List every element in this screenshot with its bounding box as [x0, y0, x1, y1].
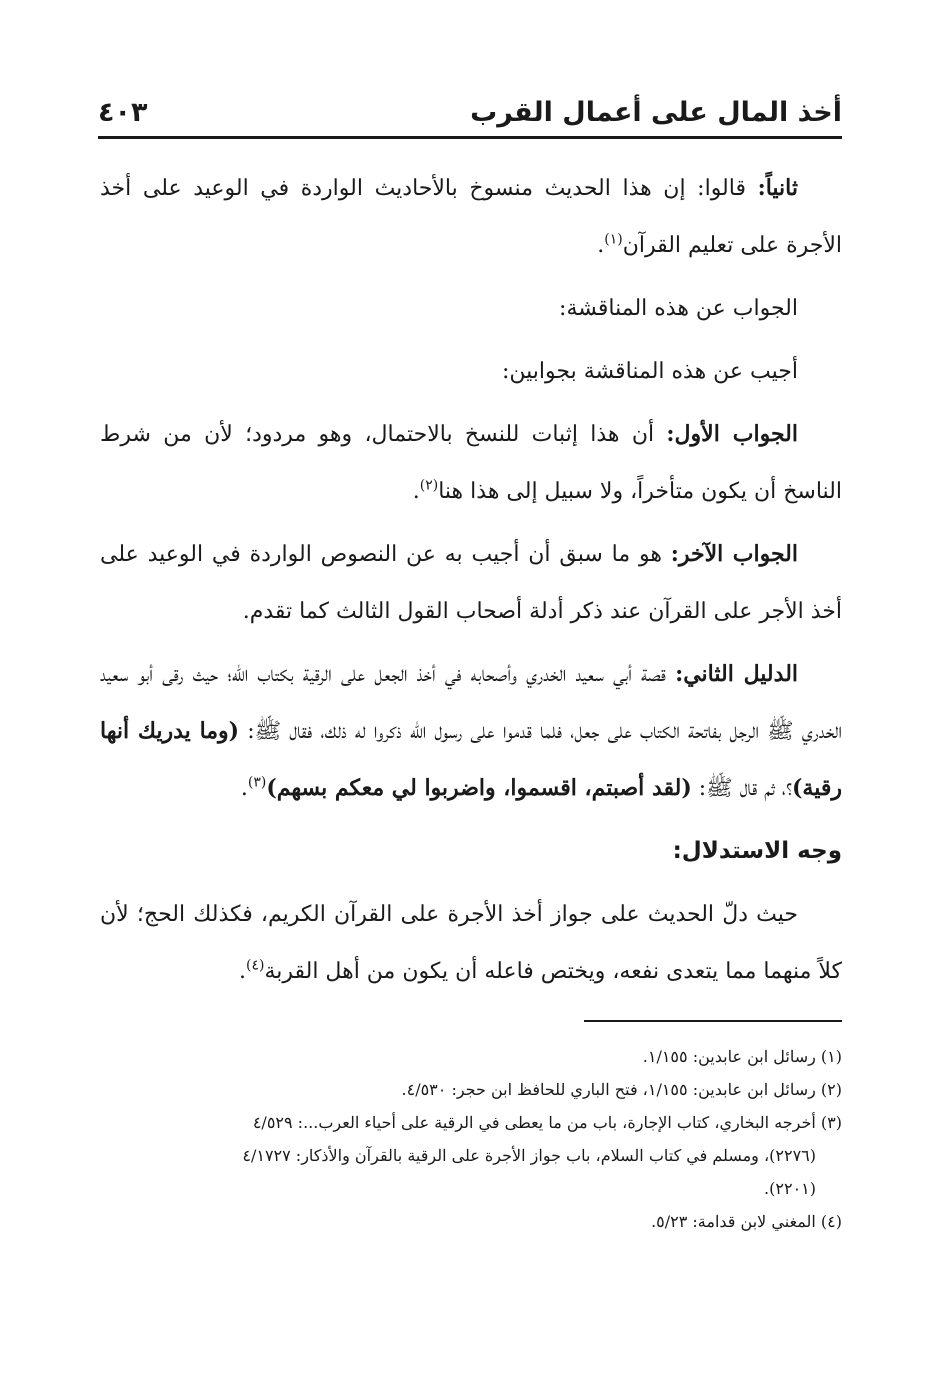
paragraph-text: قصة أبي سعيد الخدري وأصحابه في أخذ الجعل على الرقية بكتاب الله؛ حيث رقى أبو سعيد الخدري ﷺ الرجل بفاتحة الكتاب على جعل، فلما قدموا على رسول الله ذكروا له ذلك، فقال ﷺ:: [100, 662, 842, 744]
paragraph-lead: ثانياً:: [757, 175, 798, 201]
paragraph-text: حيث دلّ الحديث على جواز أخذ الأجرة على القرآن الكريم، فكذلك الحج؛ لأن كلاً منهما مما يتعدى نفعه، ويختص فاعله أن يكون من أهل القربة: [100, 902, 842, 984]
section-heading: وجه الاستدلال:: [672, 838, 842, 864]
header-rule: [98, 136, 842, 139]
paragraph-text: هو ما سبق أن أجيب به عن النصوص الواردة في الوعيد على أخذ الأجر على القرآن عند ذكر أدلة أصحاب القول الثالث كما تقدم.: [100, 542, 842, 624]
paragraph-end: .: [412, 479, 420, 504]
paragraph-lead: الجواب الآخر:: [670, 541, 798, 567]
paragraph-text: قالوا: إن هذا الحديث منسوخ بالأحاديث الواردة في الوعيد على أخذ الأجرة على تعليم القرآن: [100, 176, 842, 258]
paragraph-other-answer: [100, 526, 842, 640]
footnote-ref[interactable]: (٣): [247, 774, 267, 791]
paragraph-inference: [100, 886, 842, 1000]
paragraph-first-answer: [100, 406, 842, 520]
paragraph-secondly: [100, 160, 842, 274]
main-text: [100, 160, 842, 1006]
footnote-ref[interactable]: (٤): [245, 957, 265, 974]
footnote-3-line-3: (٢٢٠١).: [764, 1179, 816, 1198]
paragraph-answer-title: الجواب عن هذه المناقشة:: [559, 296, 798, 321]
footnote-ref[interactable]: (١): [604, 231, 623, 248]
page-number: ٤٠٣: [98, 96, 148, 128]
paragraph-end: .: [240, 776, 248, 801]
paragraph-lead: الجواب الأول:: [666, 421, 798, 447]
paragraph-text: أن هذا إثبات للنسخ بالاحتمال، وهو مردود؛ لأن من شرط الناسخ أن يكون متأخراً، ولا سبيل إلى هذا هنا: [100, 422, 842, 504]
footnote-2: (٢) رسائل ابن عابدين: ١/١٥٥، فتح الباري للحافظ ابن حجر: ٤/٥٣٠.: [401, 1080, 842, 1099]
footnote-4: (٤) المغني لابن قدامة: ٥/٢٣.: [651, 1212, 842, 1231]
page-header: [98, 92, 842, 132]
hadith-quote: (وما يدريك أنها رقية): [100, 718, 842, 801]
paragraph-text: ؟، ثم قال ﷺ:: [691, 776, 793, 801]
running-title: أخذ المال على أعمال القرب: [470, 96, 842, 128]
paragraph-second-evidence: [100, 646, 842, 817]
paragraph-two-answers: أجيب عن هذه المناقشة بجوابين:: [501, 359, 798, 384]
footnote-rule: [584, 1020, 842, 1022]
footnotes: [100, 1040, 842, 1238]
paragraph-lead: الدليل الثاني:: [675, 661, 799, 687]
hadith-quote: (لقد أصبتم، اقسموا، واضربوا لي معكم بسهم): [266, 775, 692, 801]
paragraph-end: .: [238, 959, 246, 984]
footnote-3: [100, 1106, 842, 1205]
paragraph-end: .: [597, 233, 605, 258]
footnote-3-line-2: (٢٢٧٦)، ومسلم في كتاب السلام، باب جواز الأجرة على الرقية بالقرآن والأذكار: ٤/١٧٢٧: [242, 1146, 816, 1165]
footnote-3-line-1: (٣) أخرجه البخاري، كتاب الإجارة، باب من ما يعطى في الرقية على أحياء العرب...: ٤/٥٢٩: [252, 1113, 842, 1132]
footnote-1: (١) رسائل ابن عابدين: ١/١٥٥.: [642, 1047, 842, 1066]
footnote-ref[interactable]: (٢): [419, 477, 439, 494]
